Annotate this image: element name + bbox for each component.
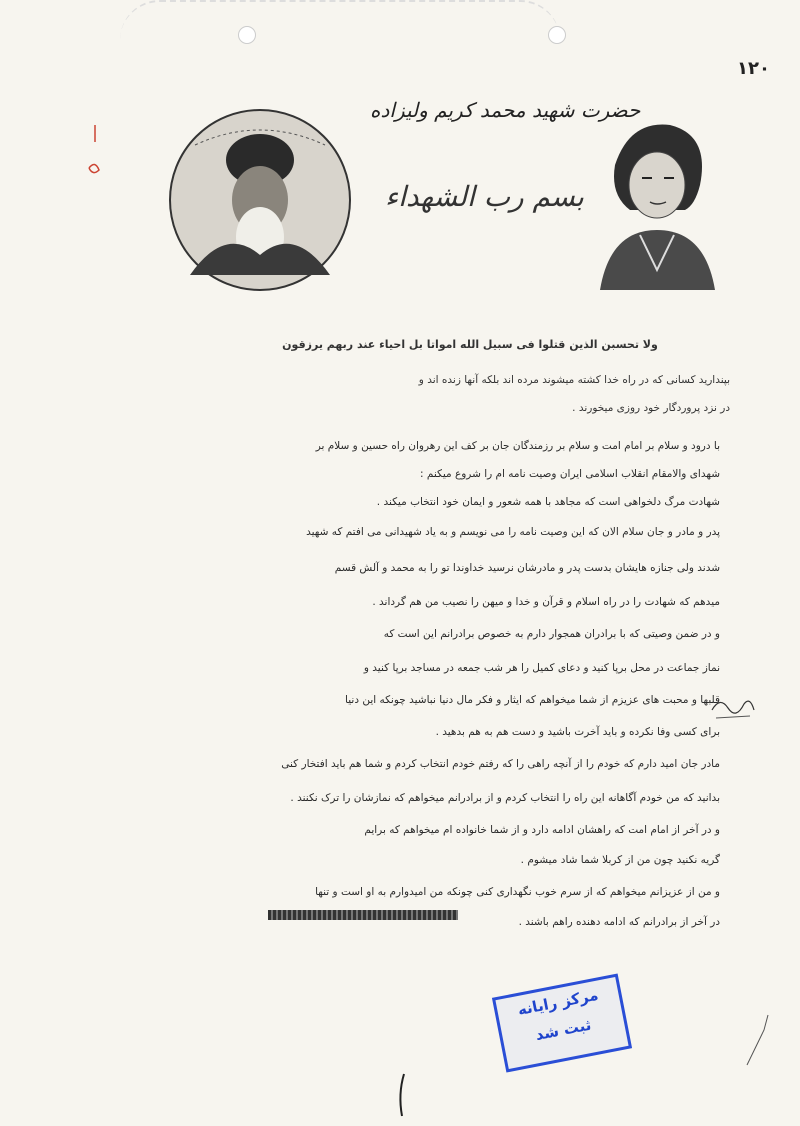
verse-translation-line: بپندارید کسانی که در راه خدا کشته میشوند مرده اند بلکه آنها زنده اند و xyxy=(418,374,730,386)
testament-line: و در آخر از امام امت که راهشان ادامه دارد و از شما خانواده ام میخواهم که برایم xyxy=(364,824,720,836)
punch-hole xyxy=(548,26,566,44)
quran-verse: ولا تحسبن الذین قتلوا فی سبیل الله امواتا بل احیاء عند ربهم یرزقون xyxy=(282,338,658,351)
page-number: ۱۲۰ xyxy=(737,58,770,79)
banner-calligraphy: بسم رب الشهداء xyxy=(385,180,584,213)
registration-stamp xyxy=(492,973,632,1072)
testament-line: شهادت مرگ دلخواهی است که مجاهد با همه شعور و ایمان خود انتخاب میکند . xyxy=(376,496,720,508)
testament-line: و در ضمن وصیتی که با برادران همجوار دارم به خصوص برادرانم این است که xyxy=(383,628,720,640)
margin-scribble xyxy=(708,690,758,730)
testament-line: با درود و سلام بر امام امت و سلام بر رزمندگان جان بر کف این رهروان راه حسین و سلام بر xyxy=(315,440,720,452)
testament-line: شدند ولی جنازه هایشان بدست پدر و مادرشان نرسید خداوندا تو را به محمد و آلش قسم xyxy=(334,562,720,574)
testament-line: شهدای والامقام انقلاب اسلامی ایران وصیت نامه ام را شروع میکنم : xyxy=(420,468,720,480)
punch-hole xyxy=(238,26,256,44)
margin-red-mark xyxy=(85,120,105,180)
redacted-text-bar xyxy=(268,910,458,920)
handwritten-header: حضرت شهید محمد کریم ولیزاده xyxy=(370,98,641,122)
testament-line: قلبها و محبت های عزیزم از شما میخواهم که ایثار و فکر مال دنیا نباشید چونکه این دنیا xyxy=(345,694,720,706)
cleric-portrait-image xyxy=(165,105,355,295)
testament-line: در آخر از برادرانم که ادامه دهنده راهم باشند . xyxy=(518,916,720,928)
handwritten-mark xyxy=(390,1070,414,1120)
testament-line: نماز جماعت در محل برپا کنید و دعای کمیل را هر شب جمعه در مساجد برپا کنید و xyxy=(363,662,720,674)
testament-line: گریه نکنید چون من از کربلا شما شاد میشوم . xyxy=(520,854,720,866)
martyr-portrait-image xyxy=(590,110,720,290)
stamp-line: مرکز رایانه xyxy=(516,985,600,1020)
testament-line: و من از عزیزانم میخواهم که از سرم خوب نگهداری کنی چونکه من امیدوارم به او است و تنها xyxy=(315,886,720,898)
scan-edge-marks xyxy=(120,0,560,62)
testament-line: پدر و مادر و جان سلام الان که این وصیت نامه را می نویسم و به یاد شهیدانی می افتم که شهید xyxy=(306,526,720,538)
testament-line: مادر جان امید دارم که خودم را از آنچه راهی را که رفتم خودم انتخاب کردم و شما هم باید افتخار کنی xyxy=(281,758,720,770)
testament-line: بدانید که من خودم آگاهانه این راه را انتخاب کردم و از برادرانم میخواهم که نمازشان را ترک نکنند . xyxy=(290,792,720,804)
verse-translation-line: در نزد پروردگار خود روزی میخورند . xyxy=(572,402,730,414)
scan-scratch xyxy=(742,1010,772,1070)
testament-line: میدهم که شهادت را در راه اسلام و قرآن و خدا و میهن را نصیب من هم گرداند . xyxy=(372,596,720,608)
stamp-line: ثبت شد xyxy=(533,1015,593,1045)
testament-line: برای کسی وفا نکرده و باید آخرت باشید و دست هم به هم بدهید . xyxy=(435,726,720,738)
